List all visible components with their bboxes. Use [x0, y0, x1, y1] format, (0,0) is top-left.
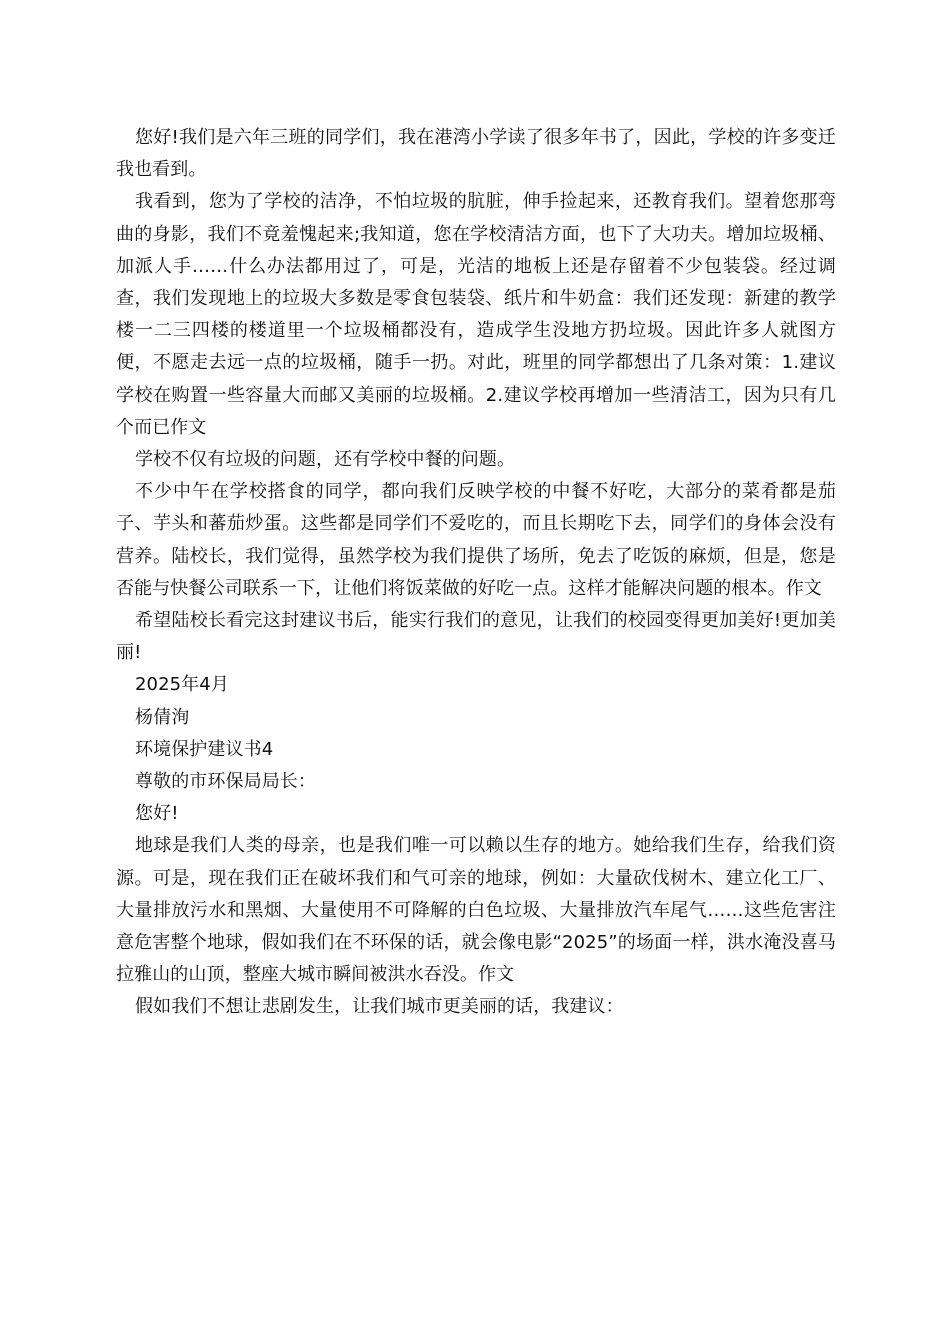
paragraph-lunch-intro: 学校不仅有垃圾的问题，还有学校中餐的问题。	[135, 449, 516, 471]
paragraph-salutation: 尊敬的市环保局局长：	[135, 771, 316, 793]
paragraph-earth: 地球是我们人类的母亲，也是我们唯一可以赖以生存的地方。她给我们生存，给我们资源。可是，现在我们正在破坏我们和气可亲的地球，例如：大量砍伐树木、建立化工厂、大量排放污水和黑烟、大量使用不可降解的白色垃圾、大量排放汽车尾气……这些危害注意危害整个地球，假如我们在不环保的话，就会像电影“2025”的场面一样，洪水淹没喜马拉雅山的山顶，整座大城市瞬间被洪水吞没。作文	[116, 835, 836, 986]
paragraph-hope: 希望陆校长看完这封建议书后，能实行我们的意见，让我们的校园变得更加美好!更加美丽!	[116, 610, 836, 664]
paragraph-greeting: 您好!我们是六年三班的同学们，我在港湾小学读了很多年书了，因此，学校的许多变迁我也看到。	[116, 127, 836, 181]
paragraph-section-title: 环境保护建议书4	[135, 738, 274, 760]
document-page	[116, 122, 836, 1024]
paragraph-garbage-problem: 我看到，您为了学校的洁净，不怕垃圾的肮脏，伸手捡起来，还教育我们。望着您那弯曲的身影，我们不竟羞愧起来;我知道，您在学校清洁方面，也下了大功夫。增加垃圾桶、加派人手……什么办法都用过了，可是，光洁的地板上还是存留着不少包装袋。经过调查，我们发现地上的垃圾大多数是零食包装袋、纸片和牛奶盒：我们还发现：新建的教学楼一二三四楼的楼道里一个垃圾桶都没有，造成学生没地方扔垃圾。因此许多人就图方便，不愿走去远一点的垃圾桶，随手一扔。对此，班里的同学都想出了几条对策：1.建议学校在购置一些容量大而邮又美丽的垃圾桶。2.建议学校再增加一些清洁工，因为只有几个而已作文	[116, 191, 836, 438]
paragraph-date: 2025年4月	[135, 674, 229, 696]
paragraph-suggestion-intro: 假如我们不想让悲剧发生，让我们城市更美丽的话，我建议：	[135, 996, 624, 1018]
paragraph-hello: 您好!	[135, 803, 179, 825]
paragraph-lunch-problem: 不少中午在学校搭食的同学，都向我们反映学校的中餐不好吃，大部分的菜肴都是茄子、芋头和蕃茄炒蛋。这些都是同学们不爱吃的，而且长期吃下去，同学们的身体会没有营养。陆校长，我们觉得，虽然学校为我们提供了场所，免去了吃饭的麻烦，但是，您是否能与快餐公司联系一下，让他们将饭菜做的好吃一点。这样才能解决问题的根本。作文	[116, 481, 836, 599]
paragraph-author: 杨倩洵	[135, 706, 190, 728]
